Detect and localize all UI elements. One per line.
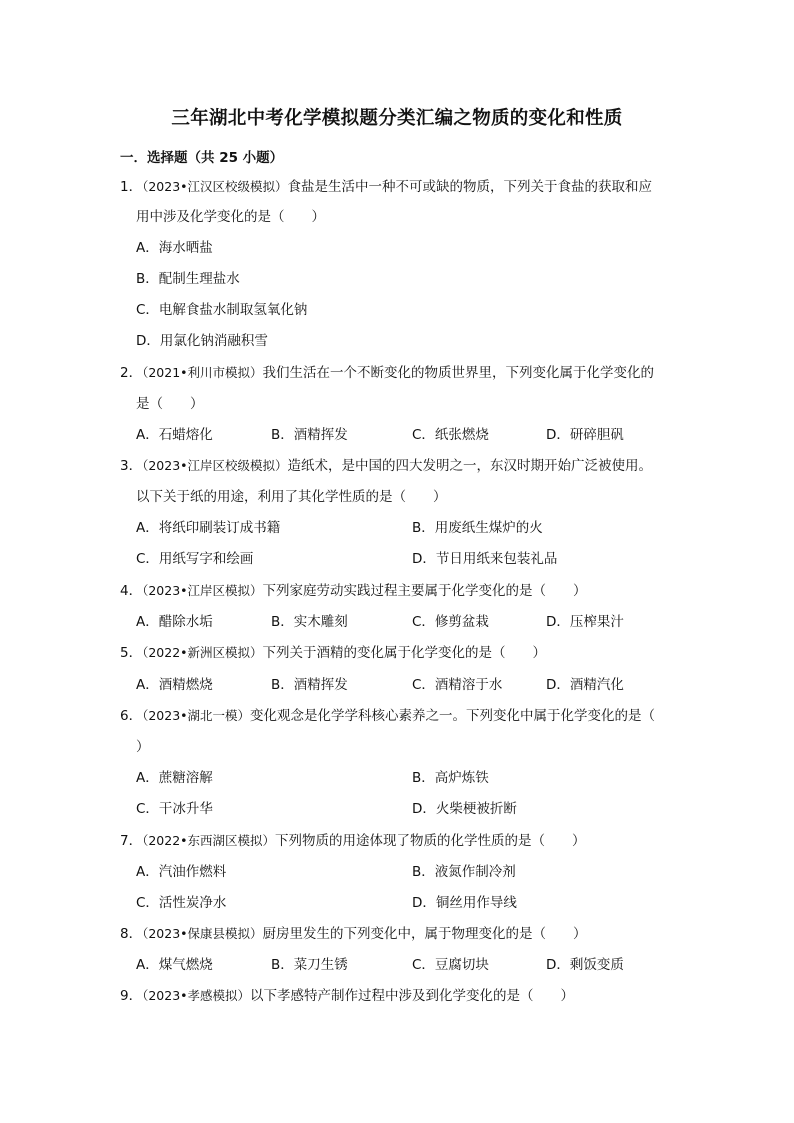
question-number: 5．	[120, 645, 143, 661]
question-stem: 下列家庭劳动实践过程主要属于化学变化的是（ ）	[262, 583, 587, 599]
question-source: （2023•湖北一模）	[142, 708, 251, 723]
question-source: （2021•利川市模拟）	[142, 365, 263, 380]
question-2-option-b: B．酒精挥发	[271, 427, 348, 443]
question-4-option-d: D．压榨果汁	[546, 614, 624, 630]
question-2-option-c: C．纸张燃烧	[412, 427, 489, 443]
question-stem: 厨房里发生的下列变化中，属于物理变化的是（ ）	[262, 926, 587, 942]
question-stem: 以下孝感特产制作过程中涉及到化学变化的是（ ）	[250, 988, 575, 1004]
question-source: （2022•东西湖区模拟）	[142, 833, 276, 848]
question-6-option-b: B．高炉炼铁	[412, 770, 489, 786]
question-8-option-a: A．煤气燃烧	[136, 957, 213, 973]
question-2-option-a: A．石蜡熔化	[136, 427, 213, 443]
question-number: 2．	[120, 365, 143, 381]
page-title: 三年湖北中考化学模拟题分类汇编之物质的变化和性质	[171, 108, 623, 129]
question-8-option-c: C．豆腐切块	[412, 957, 489, 973]
question-number: 1．	[120, 179, 143, 195]
question-3-option-d: D．节日用纸来包装礼品	[412, 551, 558, 567]
question-1-option-d: D．用氯化钠消融积雪	[136, 333, 268, 349]
question-source: （2023•孝感模拟）	[142, 988, 251, 1003]
question-stem: 我们生活在一个不断变化的物质世界里，下列变化属于化学变化的	[262, 365, 655, 381]
question-stem: 下列关于酒精的变化属于化学变化的是（ ）	[262, 645, 547, 661]
question-6-line-1	[120, 707, 655, 725]
question-1-option-a: A．海水晒盐	[136, 240, 213, 256]
question-number: 7．	[120, 833, 143, 849]
question-2-option-d: D．研碎胆矾	[546, 427, 624, 443]
question-3-line-2: 以下关于纸的用途，利用了其化学性质的是（ ）	[136, 489, 447, 505]
question-source: （2023•江岸区校级模拟）	[142, 458, 288, 473]
question-5-option-d: D．酒精汽化	[546, 677, 624, 693]
question-6-option-d: D．火柴梗被折断	[412, 801, 517, 817]
question-8-option-b: B．菜刀生锈	[271, 957, 348, 973]
section-heading: 一．选择题（共 25 小题）	[120, 150, 284, 166]
question-number: 6．	[120, 708, 143, 724]
question-6-option-a: A．蔗糖溶解	[136, 770, 213, 786]
question-5-option-a: A．酒精燃烧	[136, 677, 213, 693]
question-6-line-2: ）	[136, 739, 150, 755]
question-number: 9．	[120, 988, 143, 1004]
question-7-option-b: B．液氮作制冷剂	[412, 864, 516, 880]
question-8-option-d: D．剩饭变质	[546, 957, 624, 973]
question-8-line-1	[120, 925, 587, 943]
question-7-option-a: A．汽油作燃料	[136, 864, 227, 880]
question-2-line-1	[120, 364, 654, 382]
question-4-option-c: C．修剪盆栽	[412, 614, 489, 630]
question-7-option-c: C．活性炭净水	[136, 895, 227, 911]
question-4-option-b: B．实木雕刻	[271, 614, 348, 630]
question-1-line-1	[120, 178, 652, 196]
question-number: 3．	[120, 458, 143, 474]
question-5-option-b: B．酒精挥发	[271, 677, 348, 693]
question-source: （2023•保康县模拟）	[142, 926, 263, 941]
question-1-option-c: C．电解食盐水制取氢氧化钠	[136, 302, 308, 318]
question-4-option-a: A．醋除水垢	[136, 614, 213, 630]
question-7-line-1	[120, 832, 586, 850]
question-5-line-1	[120, 644, 546, 662]
question-stem: 下列物质的用途体现了物质的化学性质的是（ ）	[275, 833, 586, 849]
question-3-option-a: A．将纸印刷装订成书籍	[136, 520, 281, 536]
question-7-option-d: D．铜丝用作导线	[412, 895, 517, 911]
question-source: （2023•江岸区模拟）	[142, 583, 263, 598]
question-5-option-c: C．酒精溶于水	[412, 677, 503, 693]
question-3-line-1	[120, 457, 652, 475]
question-stem: 造纸术，是中国的四大发明之一，东汉时期开始广泛被使用。	[287, 458, 653, 474]
question-3-option-c: C．用纸写字和绘画	[136, 551, 254, 567]
question-6-option-c: C．干冰升华	[136, 801, 213, 817]
question-3-option-b: B．用废纸生煤炉的火	[412, 520, 543, 536]
question-2-line-2: 是（ ）	[136, 396, 204, 412]
question-number: 4．	[120, 583, 143, 599]
question-stem: 变化观念是化学学科核心素养之一。下列变化中属于化学变化的是（	[250, 708, 656, 724]
question-source: （2022•新洲区模拟）	[142, 645, 263, 660]
question-stem: 食盐是生活中一种不可或缺的物质，下列关于食盐的获取和应	[287, 179, 653, 195]
question-source: （2023•江汉区校级模拟）	[142, 179, 288, 194]
question-4-line-1	[120, 582, 587, 600]
question-number: 8．	[120, 926, 143, 942]
question-1-option-b: B．配制生理盐水	[136, 271, 240, 287]
question-1-line-2: 用中涉及化学变化的是（ ）	[136, 209, 325, 225]
question-9-line-1	[120, 987, 574, 1005]
